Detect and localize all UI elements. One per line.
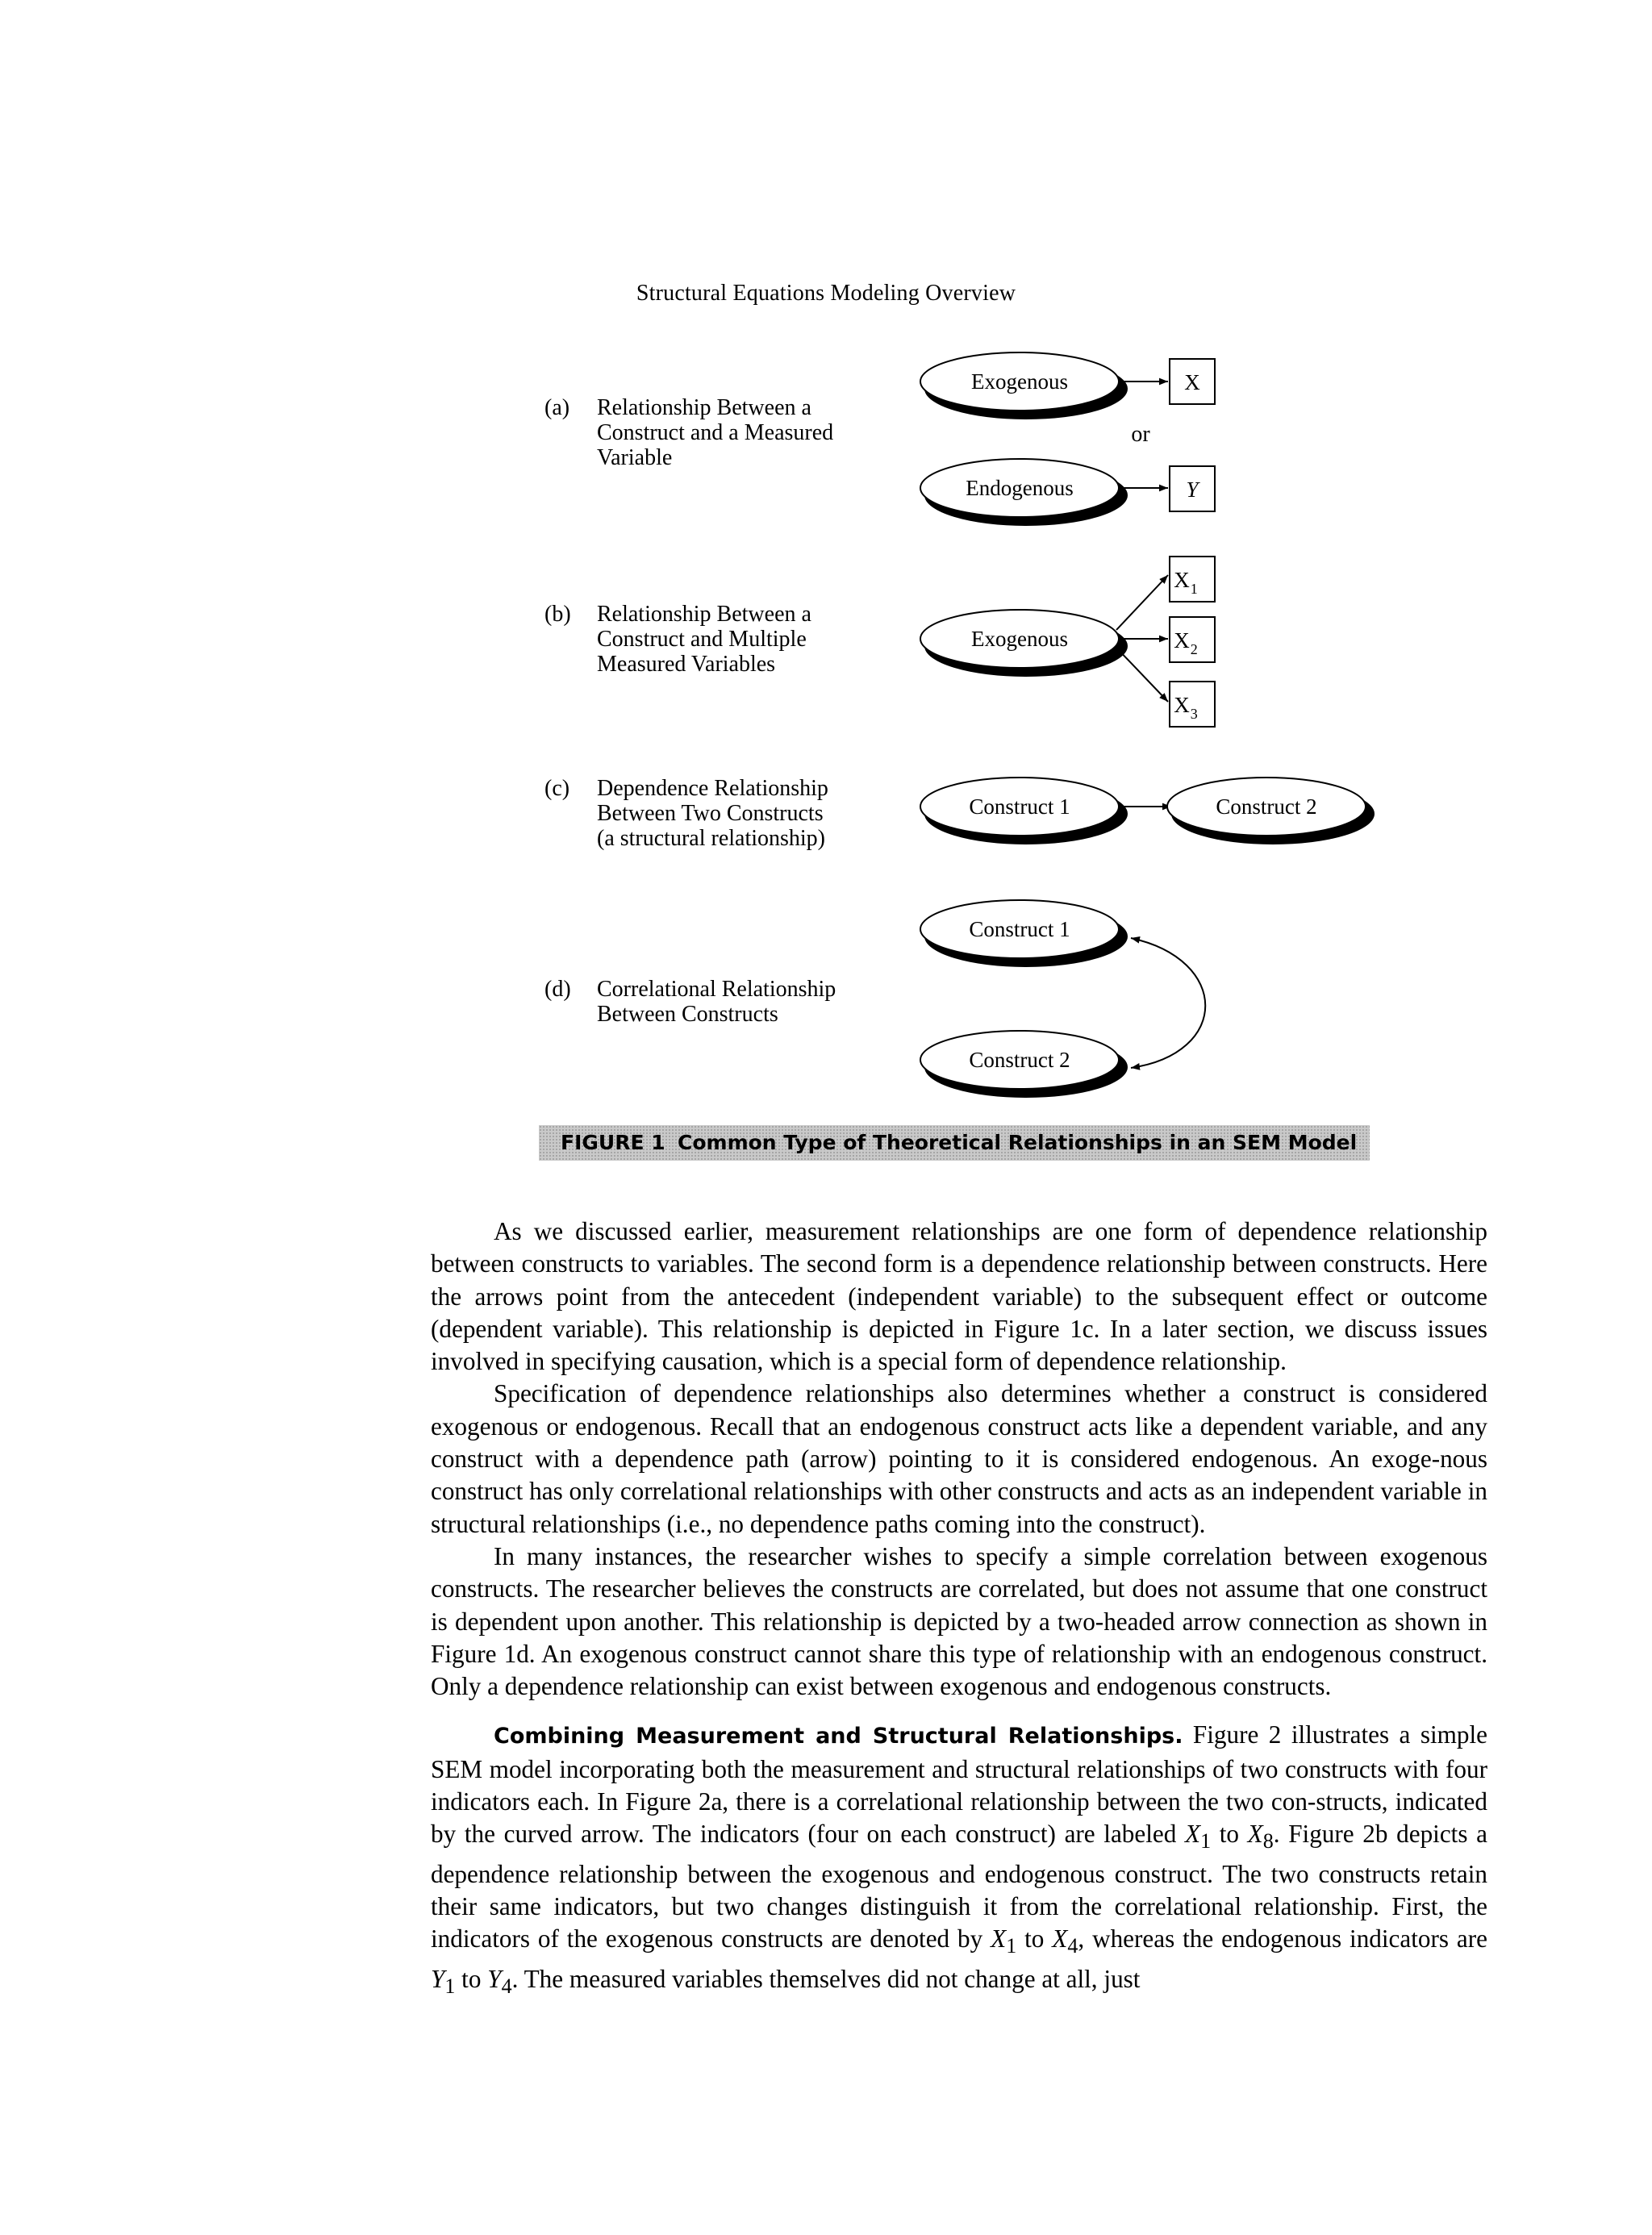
- x2-indicator-label: $X_2$: [1174, 628, 1198, 657]
- or-text: or: [1131, 422, 1150, 447]
- panel-d-label-line-2: Between Constructs: [597, 1002, 778, 1027]
- figure-title: Common Type of Theoretical Relationships in an SEM Model: [678, 1131, 1358, 1154]
- exogenous-ellipse-a: [920, 352, 1128, 419]
- paragraph-4: Combining Measurement and Structural Relationships. Figure 2 illustrates a simple SEM model incorporating both the measurement and structural relationships of two constructs with four indicators each. In Figure 2a, there is a correlational relationship between the two con-structs, indicated by the curved arrow. The indicators (four on each construct) are labeled $X_1$ to $X_8$. Figure 2b depicts a dependence relationship between the exogenous and endogenous construct. The two constructs retain their same indicators, but two changes distinguish it from the correlational relationship. First, the indicators of the exogenous constructs are denoted by $X_1$ to $X_4$, whereas the endogenous indicators are $Y_1$ to $Y_4$. The measured variables themselves did not change at all, just: [431, 1720, 1487, 1999]
- construct2-label-c: Construct 2: [1216, 794, 1317, 819]
- panel-c-label-line-2: Between Two Constructs: [597, 801, 824, 826]
- panel-a: [544, 352, 1215, 526]
- paragraph-2: Specification of dependence relationships also determines whether a construct is considered exogenous or endogenous. Recall that an endogenous construct acts like a dependent variable, and any construct with a dependence path (arrow) pointing to it is considered endogenous. An exoge-nous construct has only correlational relationships with other constructs and acts as an independent variable in structural relationships (i.e., no dependence paths coming into the construct).: [431, 1379, 1487, 1538]
- construct1-label-c: Construct 1: [969, 794, 1070, 819]
- x3-indicator-label: $X_3$: [1174, 693, 1198, 722]
- panel-c: [544, 776, 1375, 851]
- arrow-to-x3: [1116, 648, 1168, 702]
- construct2-ellipse-d: [920, 1031, 1128, 1098]
- body-text: [431, 1215, 1487, 2004]
- two-headed-correlation-arrow: [1131, 938, 1205, 1068]
- section-run-in-heading: Combining Measurement and Structural Relationships.: [494, 1724, 1183, 1749]
- construct1-label-d: Construct 1: [969, 917, 1070, 941]
- paragraph-3: In many instances, the researcher wishes to specify a simple correlation between exogenous constructs. The researcher believes the constructs are correlated, but does not assume that one construct is dependent upon another. This relationship is depicted by a two-headed arrow connection as shown in Figure 1d. An exogenous construct cannot share this type of relationship with an endogenous construct. Only a dependence relationship can exist between exogenous and endogenous constructs.: [431, 1541, 1487, 1701]
- panel-c-label-line-3: (a structural relationship): [597, 826, 826, 851]
- construct1-ellipse-c: [920, 778, 1128, 844]
- panel-b: [544, 557, 1215, 727]
- panel-d: [544, 900, 1205, 1098]
- x-indicator-label: X: [1184, 370, 1200, 394]
- figure-number: FIGURE 1: [561, 1131, 665, 1154]
- construct2-ellipse-c: [1167, 778, 1375, 844]
- exogenous-label-a: Exogenous: [971, 369, 1068, 394]
- panel-d-label-line-1: Correlational Relationship: [597, 977, 836, 1002]
- panel-b-label-line-3: Measured Variables: [597, 652, 776, 677]
- panel-a-letter: (a): [544, 395, 570, 420]
- panel-a-label-line-2: Construct and a Measured: [597, 420, 834, 445]
- panel-b-label-line-2: Construct and Multiple: [597, 627, 807, 652]
- x1-indicator-label: $X_1$: [1174, 568, 1198, 597]
- exogenous-ellipse-b: [920, 610, 1128, 677]
- figure-caption: [539, 1125, 1370, 1161]
- panel-b-letter: (b): [544, 602, 571, 627]
- paragraph-1: As we discussed earlier, measurement relationships are one form of dependence relationship between constructs to variables. The second form is a dependence relationship between constructs. Here the arrows point from the antecedent (independent variable) to the subsequent effect or outcome (dependent variable). This relationship is depicted in Figure 1c. In a later section, we discuss issues involved in specifying causation, which is a special form of dependence relationship.: [431, 1217, 1487, 1376]
- panel-c-letter: (c): [544, 776, 570, 801]
- running-head: Structural Equations Modeling Overview: [636, 281, 1016, 306]
- construct1-ellipse-d: [920, 900, 1128, 967]
- panel-a-label-line-1: Relationship Between a: [597, 395, 811, 420]
- construct2-label-d: Construct 2: [969, 1048, 1070, 1072]
- endogenous-ellipse-a: [920, 459, 1128, 526]
- panel-d-letter: (d): [544, 977, 571, 1002]
- panel-c-label-line-1: Dependence Relationship: [597, 776, 828, 801]
- arrow-to-x1: [1116, 575, 1168, 630]
- exogenous-label-b: Exogenous: [971, 627, 1068, 651]
- panel-b-label-line-1: Relationship Between a: [597, 602, 811, 627]
- panel-a-label-line-3: Variable: [597, 445, 673, 470]
- y-indicator-label: Y: [1186, 477, 1199, 502]
- endogenous-label-a: Endogenous: [966, 476, 1074, 500]
